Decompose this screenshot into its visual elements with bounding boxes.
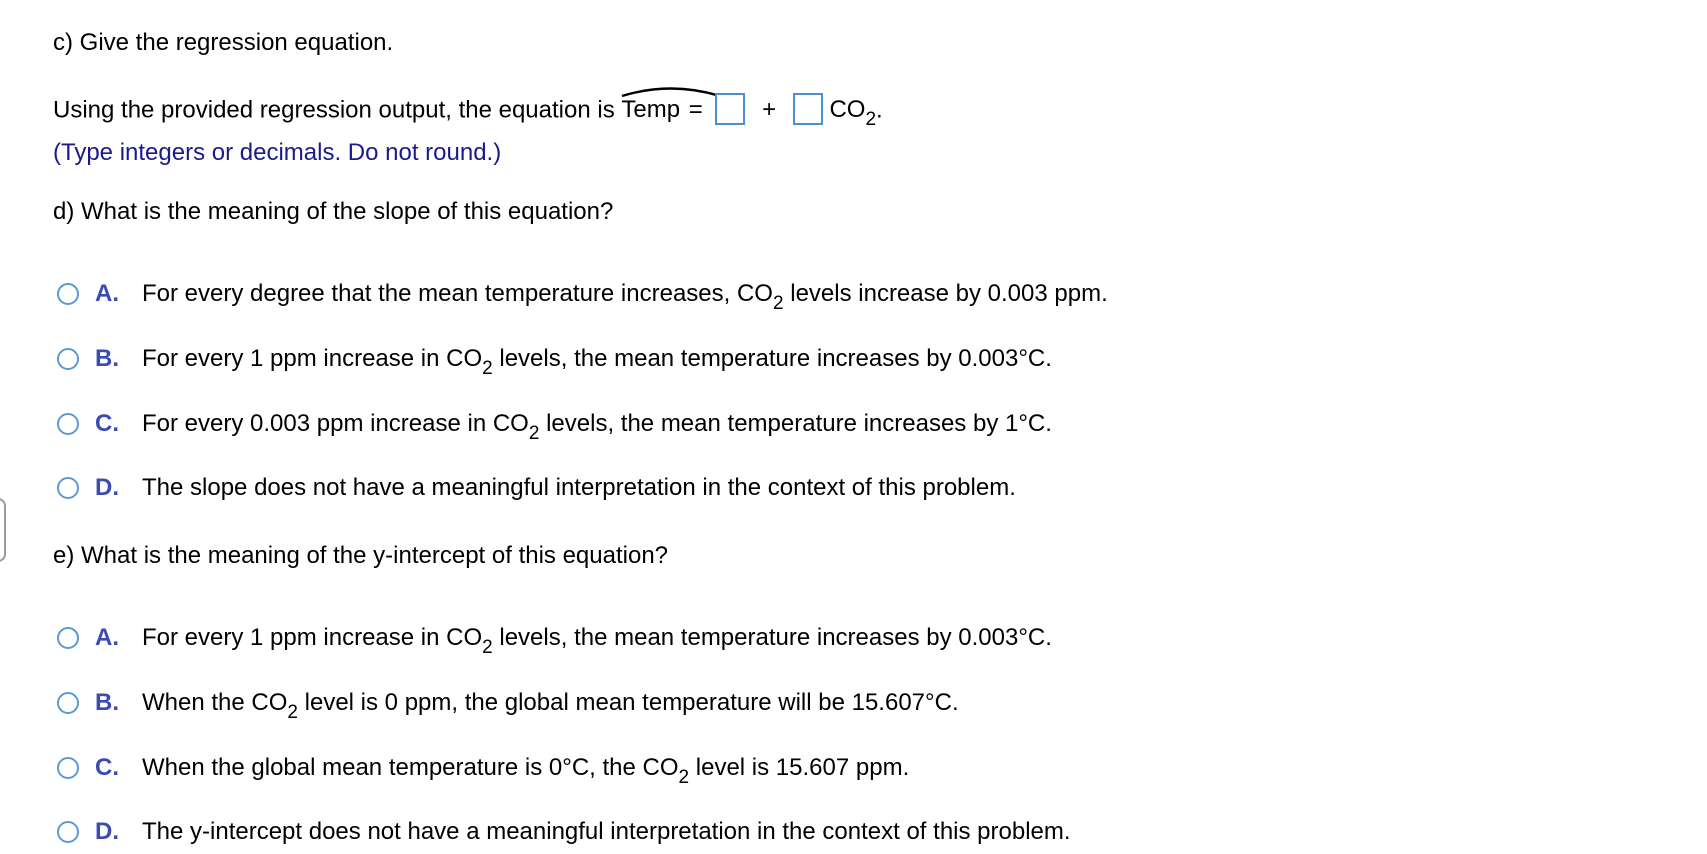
option-letter: A. [95, 280, 119, 307]
intercept-option-b[interactable] [57, 685, 959, 721]
slope-option-b[interactable] [57, 341, 1052, 377]
part-c-heading: c) Give the regression equation. [53, 29, 394, 56]
intercept-option-a[interactable] [57, 620, 1052, 656]
hat-icon [621, 85, 721, 97]
regression-equation-line [53, 95, 883, 131]
plus-sign: + [762, 96, 777, 124]
radio-button-icon[interactable] [57, 348, 79, 370]
option-letter: D. [95, 474, 119, 501]
radio-button-icon[interactable] [57, 692, 79, 714]
option-text: The slope does not have a meaningful interpretation in the context of this problem. [142, 474, 1016, 501]
option-text: When the $CO_2$ level is 0 ppm, the global mean temperature will be 15.607°C. [142, 689, 959, 723]
intercept-option-d[interactable] [57, 814, 1071, 850]
option-text: The y-intercept does not have a meaningful interpretation in the context of this problem. [142, 818, 1071, 845]
option-text: For every 0.003 ppm increase in $CO_2$ levels, the mean temperature increases by 1°C. [142, 410, 1052, 444]
equals-sign: = [688, 96, 703, 124]
slope-option-a[interactable] [57, 276, 1108, 312]
radio-button-icon[interactable] [57, 821, 79, 843]
option-text: For every degree that the mean temperature increases, $CO_2$ levels increase by 0.003 ppm. [142, 280, 1108, 314]
option-letter: A. [95, 624, 119, 651]
option-letter: C. [95, 410, 119, 437]
option-text: For every 1 ppm increase in $CO_2$ levels, the mean temperature increases by 0.003°C. [142, 345, 1052, 379]
response-variable [621, 95, 680, 125]
part-e-heading: e) What is the meaning of the y-intercept of this equation? [53, 542, 669, 569]
predictor-name [829, 96, 877, 131]
option-text: When the global mean temperature is 0°C, the $CO_2$ level is 15.607 ppm. [142, 754, 910, 788]
intercept-option-c[interactable] [57, 750, 909, 786]
response-variable-name: Temp [621, 96, 681, 124]
option-text: For every 1 ppm increase in $CO_2$ levels, the mean temperature increases by 0.003°C. [142, 624, 1052, 658]
radio-button-icon[interactable] [57, 283, 79, 305]
equation-sentence-prefix: Using the provided regression output, the equation is [53, 96, 615, 124]
radio-button-icon[interactable] [57, 627, 79, 649]
radio-button-icon[interactable] [57, 477, 79, 499]
slope-option-c[interactable] [57, 406, 1052, 442]
equation-period: . [876, 96, 883, 124]
option-letter: C. [95, 754, 119, 781]
input-hint: (Type integers or decimals. Do not round.) [53, 139, 502, 166]
slope-option-d[interactable] [57, 470, 1016, 506]
option-letter: B. [95, 345, 119, 372]
predictor-base: CO [829, 96, 866, 124]
option-letter: D. [95, 818, 119, 845]
slope-input[interactable] [793, 93, 823, 125]
option-letter: B. [95, 689, 119, 716]
radio-button-icon[interactable] [57, 757, 79, 779]
part-d-heading: d) What is the meaning of the slope of this equation? [53, 198, 614, 225]
radio-button-icon[interactable] [57, 413, 79, 435]
predictor-subscript: 2 [865, 109, 877, 131]
intercept-input[interactable] [715, 93, 745, 125]
side-panel-handle[interactable] [0, 498, 6, 562]
